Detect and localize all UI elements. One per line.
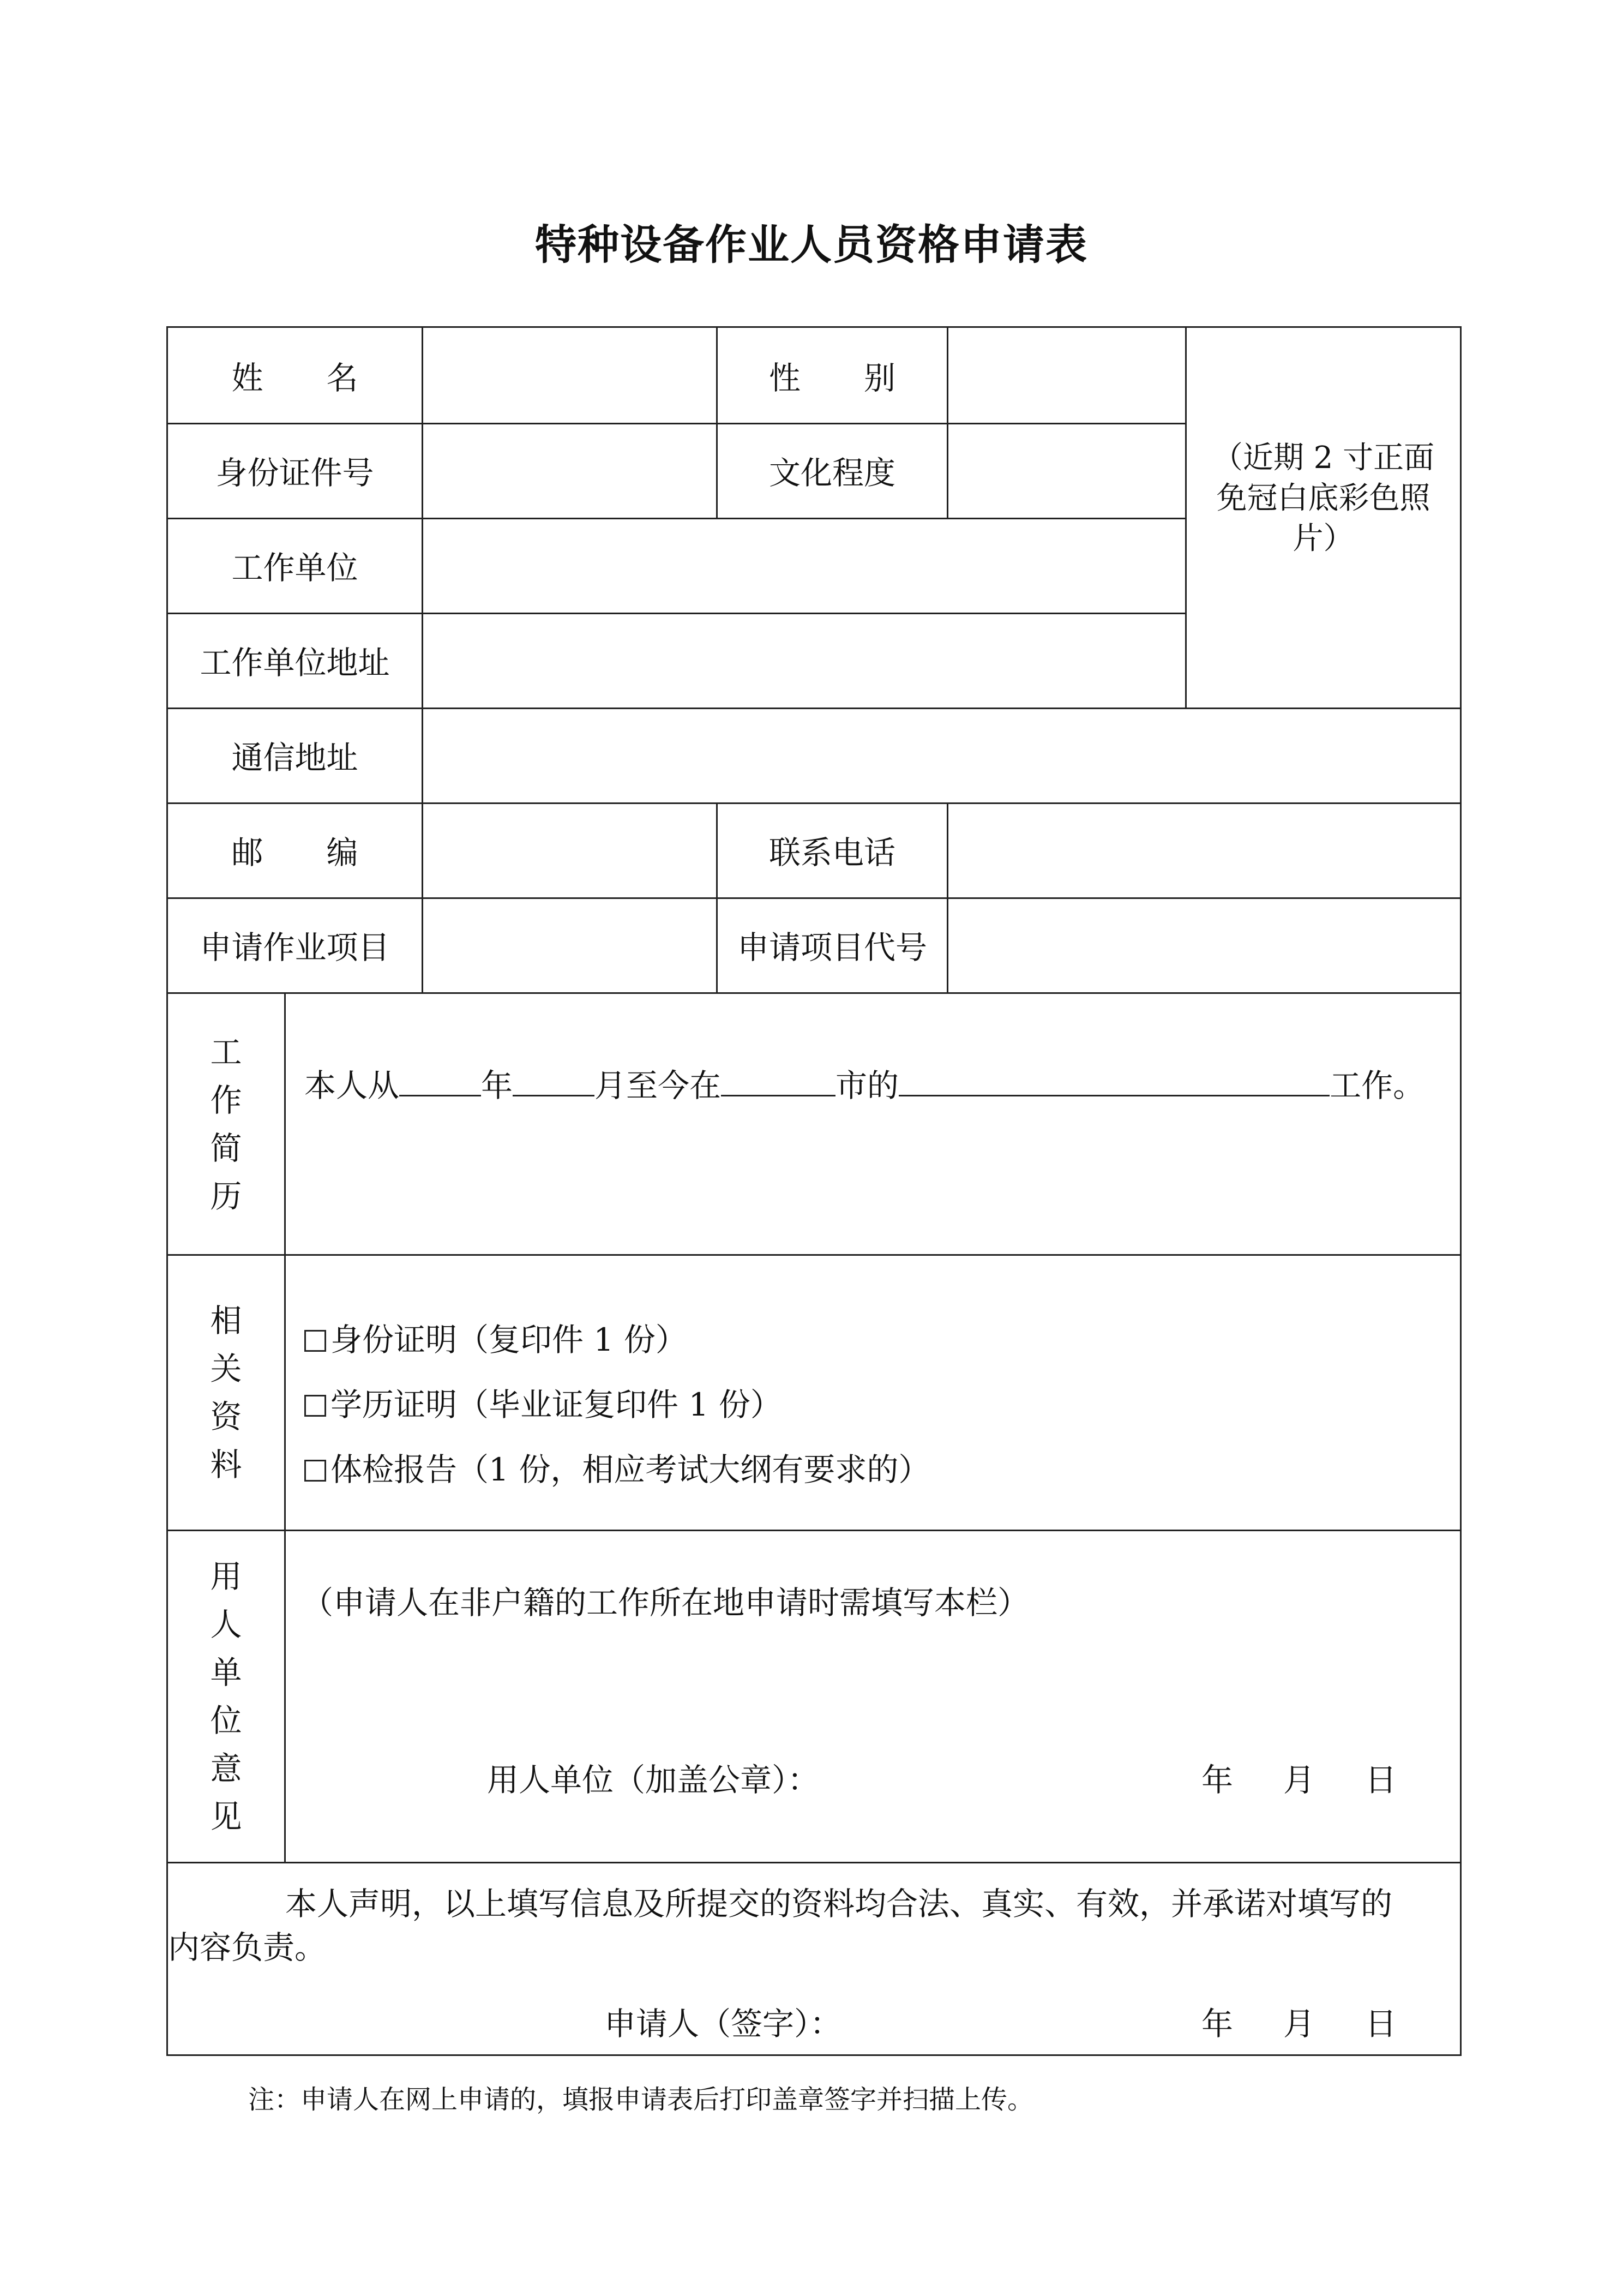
name-label: 姓 名 [231, 359, 358, 397]
documents-label: 相 关 资 料 [210, 1302, 242, 1483]
postcode-field[interactable] [423, 804, 716, 897]
applicant-date-year: 年 [1201, 2005, 1234, 2042]
apply-item-label: 申请作业项目 [200, 929, 390, 966]
applicant-date-month: 月 [1283, 2005, 1315, 2042]
mailing-address-field[interactable] [423, 709, 1460, 802]
city-blank[interactable] [721, 1063, 835, 1096]
row-divider [168, 1862, 1460, 1863]
photo-placeholder[interactable] [1187, 328, 1460, 708]
id-number-field[interactable] [423, 424, 716, 518]
education-label: 文化程度 [768, 454, 895, 491]
applicant-date-day: 日 [1365, 2005, 1397, 2042]
employer-field[interactable] [423, 519, 1185, 613]
document-item-id: 身份证明（复印件 1 份） [304, 1314, 687, 1360]
education-field[interactable] [948, 424, 1185, 518]
work-history-label: 工 作 简 历 [210, 1033, 242, 1215]
checkbox[interactable] [304, 1395, 326, 1417]
row-divider [168, 1254, 1460, 1256]
employer-opinion-label: 用 人 单 位 意 见 [210, 1558, 242, 1835]
checkbox[interactable] [304, 1460, 326, 1482]
checkbox[interactable] [304, 1330, 326, 1352]
start-year-blank[interactable] [399, 1063, 481, 1096]
employer-date-year: 年 [1201, 1761, 1234, 1799]
employer-address-label: 工作单位地址 [200, 644, 390, 681]
footnote: 注：申请人在网上申请的，填报申请表后打印盖章签字并扫描上传。 [248, 2084, 1034, 2115]
apply-code-field[interactable] [948, 899, 1460, 992]
start-month-blank[interactable] [513, 1063, 594, 1096]
id-number-label: 身份证件号 [215, 454, 374, 491]
photo-hint-line2: 免冠白底彩色照 [1216, 481, 1430, 516]
photo-hint-line3: 片） [1293, 521, 1354, 556]
employer-label: 工作单位 [231, 549, 358, 586]
applicant-sign-label: 申请人（签字）： [604, 2005, 842, 2042]
work-history-sentence: 本人从 年 月至今在 市的 工作。 [304, 1060, 1424, 1106]
application-form-table [166, 326, 1462, 2056]
apply-item-field[interactable] [423, 899, 716, 992]
document-item-diploma: 学历证明（毕业证复印件 1 份） [304, 1379, 782, 1425]
employer-address-field[interactable] [423, 614, 1185, 708]
declaration-line1: 本人声明，以上填写信息及所提交的资料均合法、真实、有效，并承诺对填写的 [285, 1885, 1393, 1922]
workplace-blank[interactable] [899, 1063, 1330, 1096]
name-field[interactable] [423, 328, 716, 423]
form-title: 特种设备作业人员资格申请表 [535, 220, 1088, 269]
phone-label: 联系电话 [768, 834, 895, 871]
mailing-address-label: 通信地址 [231, 739, 358, 776]
gender-field[interactable] [948, 328, 1185, 423]
document-item-medical: 体检报告（1 份，相应考试大纲有要求的） [304, 1444, 930, 1490]
employer-stamp-label: 用人单位（加盖公章）： [487, 1761, 820, 1799]
postcode-label: 邮 编 [231, 834, 358, 871]
row-divider [168, 992, 1460, 994]
gender-label: 性 别 [768, 359, 895, 397]
employer-opinion-hint: （申请人在非户籍的工作所在地申请时需填写本栏） [302, 1584, 1030, 1621]
apply-code-label: 申请项目代号 [737, 929, 927, 966]
phone-field[interactable] [948, 804, 1460, 897]
photo-hint-line1: （近期 2 寸正面 [1212, 440, 1435, 476]
col-divider [284, 992, 286, 1862]
employer-date-month: 月 [1283, 1761, 1315, 1799]
row-divider [168, 1530, 1460, 1531]
declaration-line2: 内容负责。 [168, 1929, 327, 1966]
employer-date-day: 日 [1365, 1761, 1397, 1799]
